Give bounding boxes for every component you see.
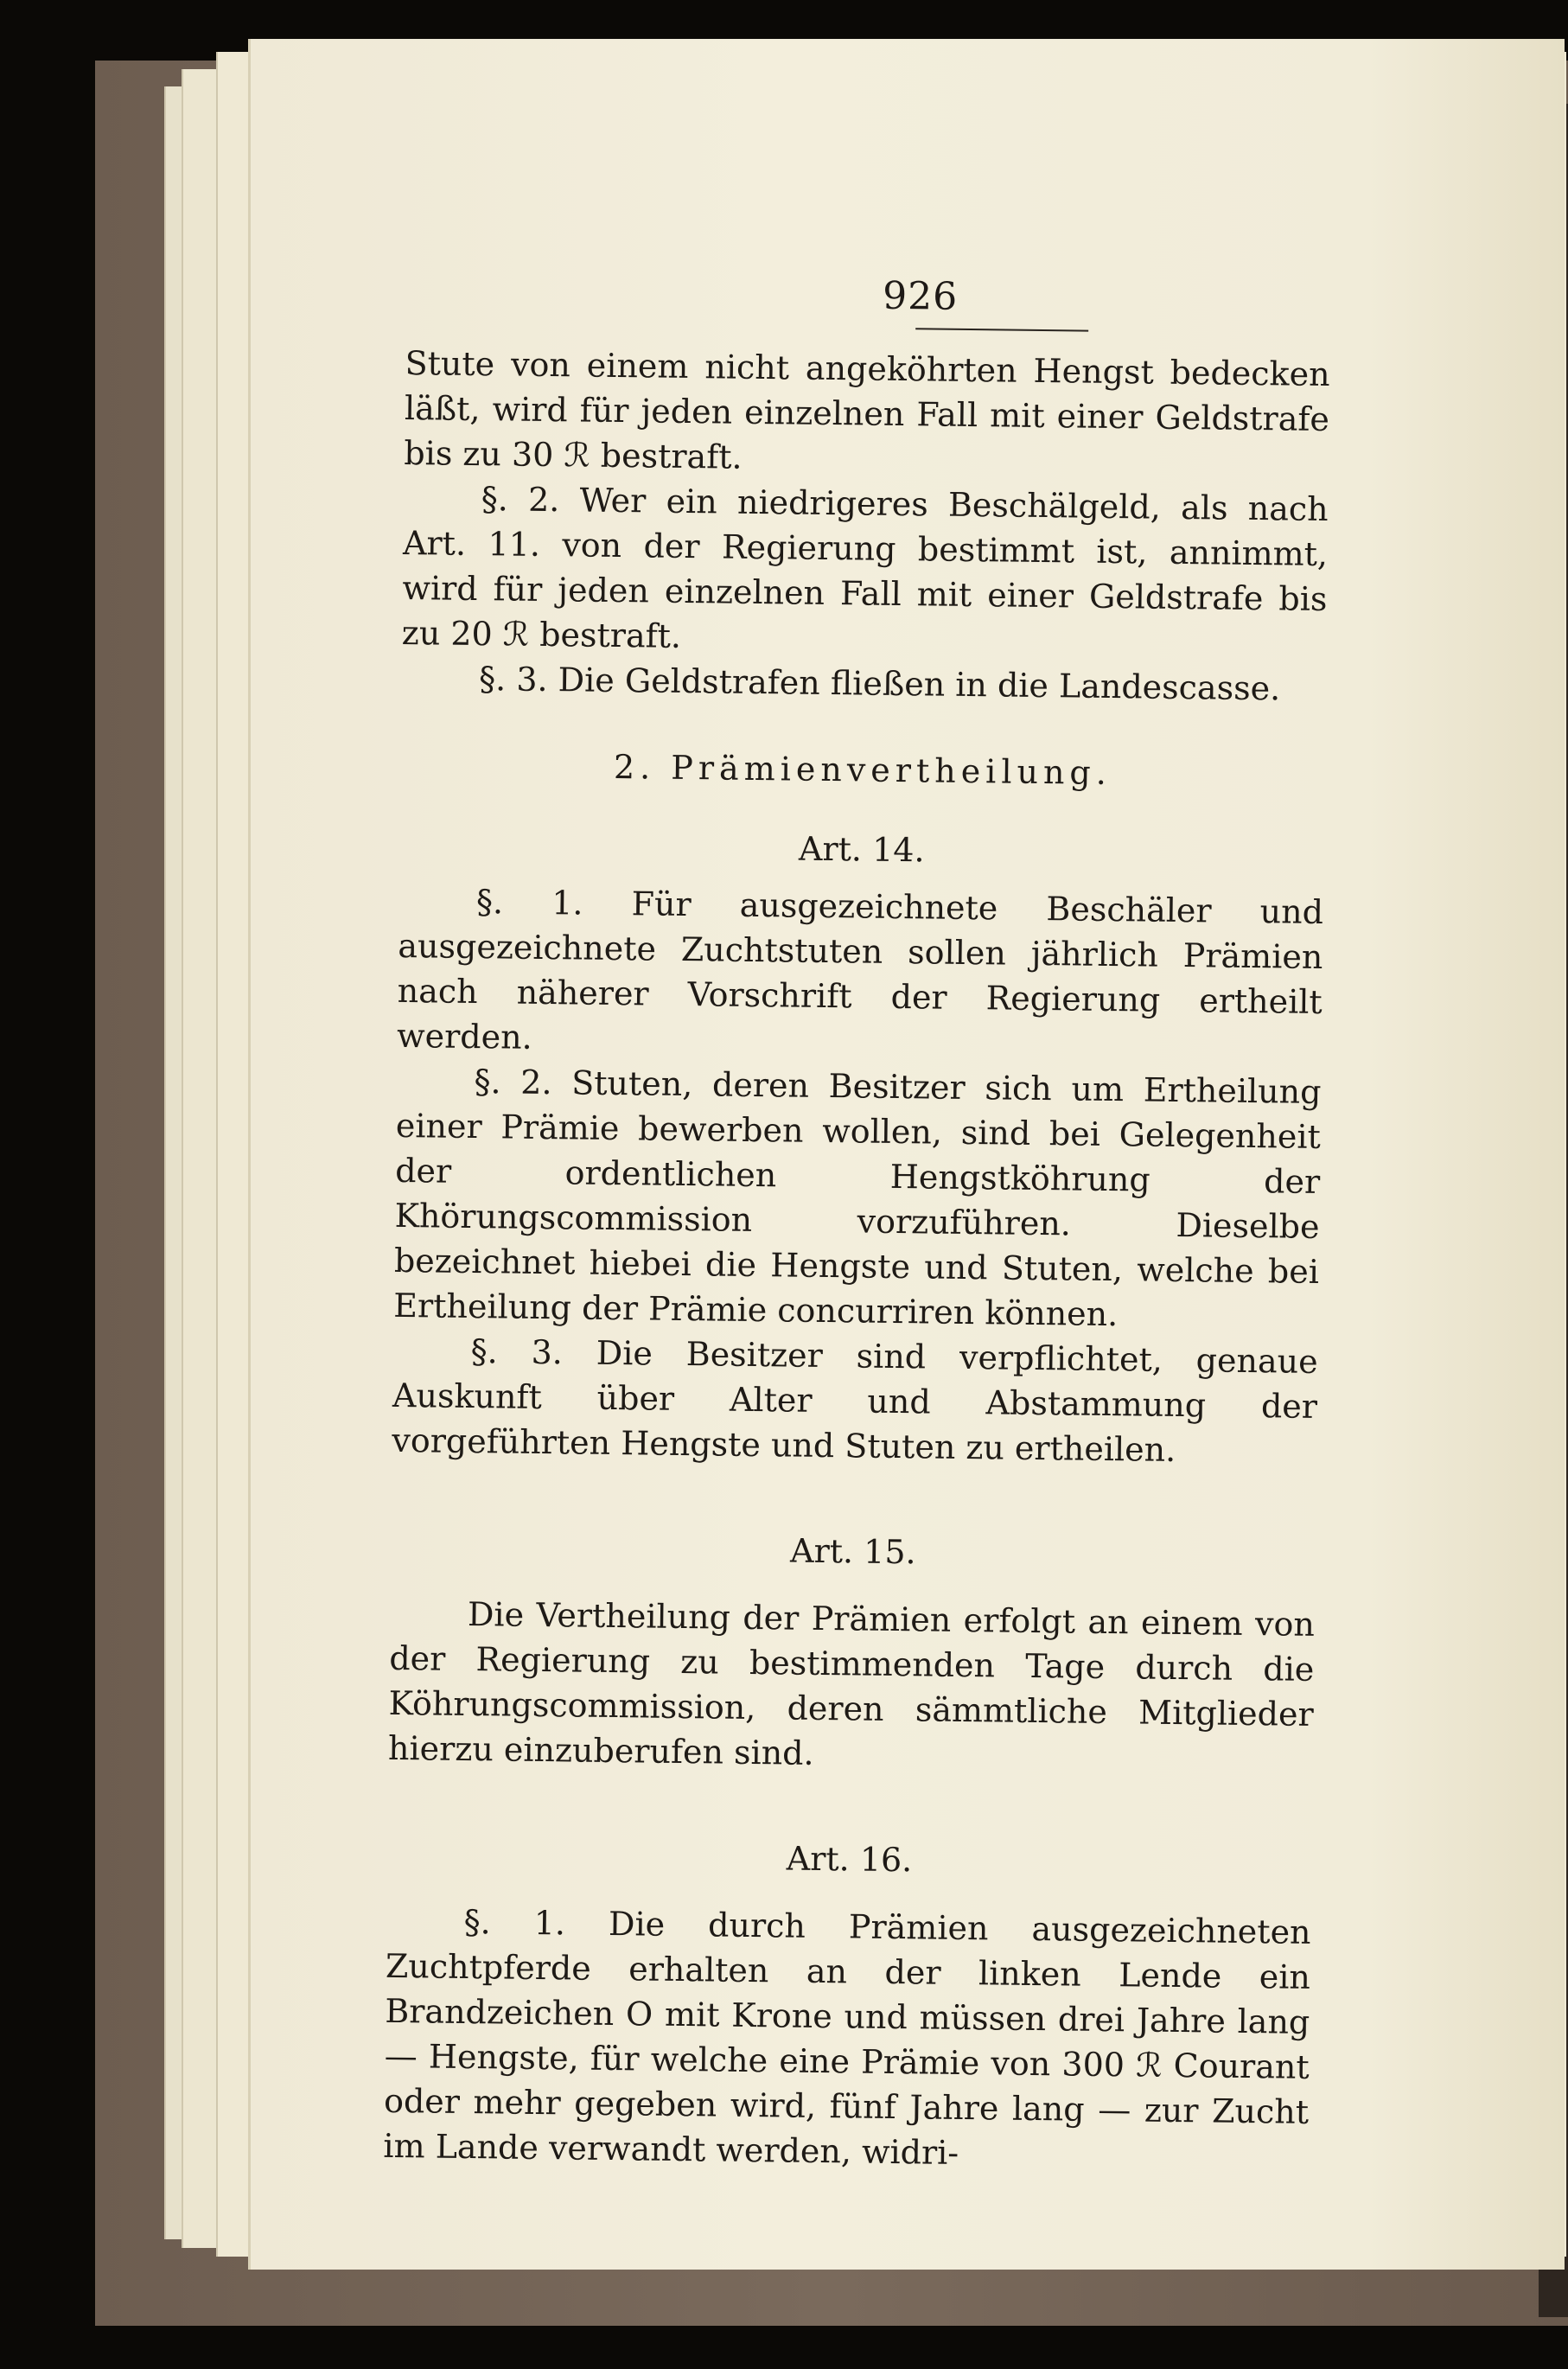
paragraph: §. 3. Die Geldstrafen fließen in die Landescasse.	[478, 660, 1281, 708]
page-number-rule	[915, 328, 1088, 331]
paragraph: §. 1. Die durch Prämien ausgezeichneten Zuchtpferde erhalten an der linken Lende ein Brandzeichen O mit Krone und müssen drei Jahre lang — Hengste, für welche eine Prämie von 300 ℛ Courant oder mehr gegeben wird, fünf Jahre lang — zur Zucht im Lande verwandt werden, widri-	[383, 1902, 1311, 2172]
paragraph: §. 2. Wer ein niedrigeres Beschälgeld, als nach Art. 11. von der Regierung bestimmt ist, annimmt, wird für jeden einzelnen Fall mit einer Geldstrafe bis zu 20 ℛ bestraft.	[401, 480, 1329, 655]
page-number: 926	[882, 273, 959, 319]
article-heading: Art. 14.	[798, 829, 925, 870]
paragraph: §. 2. Stuten, deren Besitzer sich um Ertheilung einer Prämie bewerben wollen, sind bei Gelegenheit der ordentlichen Hengstköhrung der Khörungscommission vorzuführen. Dieselbe bezeichnet hiebei die Hengste und Stuten, welche bei Ertheilung der Prämie concurriren können.	[393, 1063, 1322, 1334]
article-heading: Art. 15.	[789, 1531, 916, 1572]
article-heading: Art. 16.	[786, 1839, 913, 1880]
paragraph: §. 3. Die Besitzer sind verpflichtet, genaue Auskunft über Alter und Abstammung der vorgeführten Hengste und Stuten zu ertheilen.	[392, 1332, 1318, 1469]
paragraph: Die Vertheilung der Prämien erfolgt an einem von der Regierung zu bestimmenden Tage durch die Köhrungscommission, deren sämmtliche Mitglieder hierzu einzuberufen sind.	[387, 1594, 1316, 1772]
paragraph: §. 1. Für ausgezeichnete Beschäler und ausgezeichnete Zuchtstuten sollen jährlich Prämien nach näherer Vorschrift der Regierung ertheilt werden.	[396, 883, 1324, 1057]
page-text	[383, 268, 1331, 2180]
paragraph: Stute von einem nicht angeköhrten Hengst bedecken läßt, wird für jeden einzelnen Fall mit einer Geldstrafe bis zu 30 ℛ bestraft.	[404, 343, 1330, 476]
section-heading: 2. Prämienvertheilung.	[613, 747, 1112, 793]
